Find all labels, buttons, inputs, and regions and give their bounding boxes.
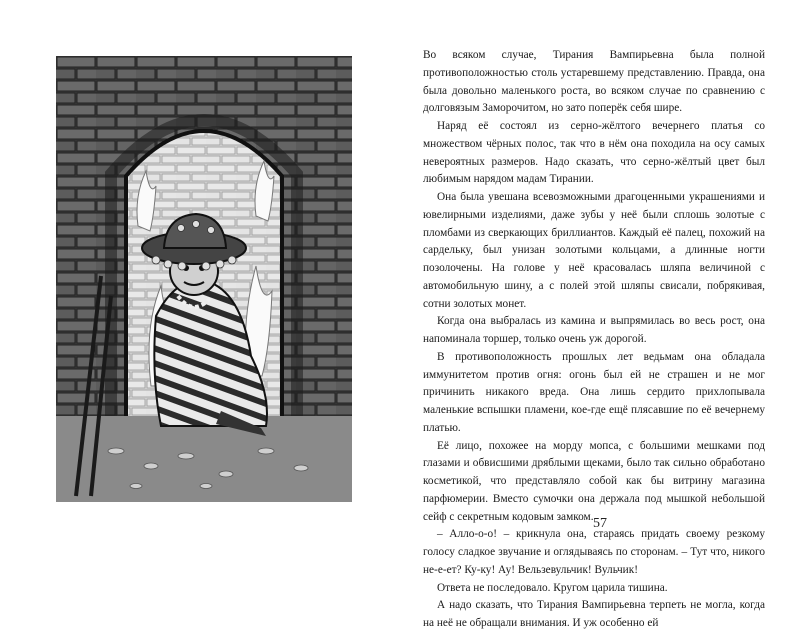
fireplace-witch-illustration [56,56,352,502]
right-page [400,0,800,629]
body-text [423,47,765,633]
paragraph: Ответа не последовало. Кругом царила тишина. [437,581,668,594]
paragraph: А надо сказать, что Тирания Вампирьевна терпеть не могла, когда на неё не обращали внимания. И уж особенно ей [423,599,765,629]
paragraph: Она была увешана всевозможными драгоценными украшениями и ювелирными изделиями, даже зубы у неё были сплошь золотые с пломбами из сверкающих бриллиантов. Каждый её палец, похожий на сардельку, был унизан золотыми кольцами, а длинные ногти позолочены. На голове у неё красовалась шляпа величиной с автомобильную шину, а с полей этой шляпы свисали, побрякивая, сотни золотых монет. [423,191,765,310]
paragraph: – Алло-о-о! – крикнула она, стараясь придать своему резкому голосу сладкое звучание и оглядываясь по сторонам. – Тут что, никого не-е-ет? Ку-ку! Ау! Вельзевульчик! Вульчик! [423,528,765,576]
paragraph: Наряд её состоял из серно-жёлтого вечернего платья со множеством чёрных полос, так что в нём она походила на осу самых невероятных размеров. Надо сказать, что серно-жёлтый цвет был любимым нарядом мадам Тирании. [423,120,765,186]
paragraph: Во всяком случае, Тирания Вампирьевна была полной противоположностью столь устаревшему представлению. Правда, она была довольно маленького роста, во всяком случае по сравнению с долговязым Заморочитом, но зато поперёк себя шире. [423,49,765,115]
paragraph: В противоположность прошлых лет ведьмам она обладала иммунитетом против огня: огонь был ей не страшен и не мог причинить никакого вреда. Она лишь сердито прихлопывала маленькие вспышки пламени, кое-где ещё плясавшие по её вечернему платью. [423,350,765,434]
left-page [0,0,400,569]
paragraph: Когда она выбралась из камина и выпрямилась во весь рост, она напоминала торшер, только очень уж дорогой. [423,315,765,345]
paragraph: Её лицо, похожее на морду мопса, с большими мешками под глазами и обвисшими дряблыми щеками, было так сильно обработано косметикой, что представляло собой как бы витрину магазина парфюмерии. Вместо сумочки она держала под мышкой небольшой сейф с секретным кодовым замком. [423,439,765,523]
illustration-drawing [56,56,352,502]
page-number: 57 [593,516,607,531]
